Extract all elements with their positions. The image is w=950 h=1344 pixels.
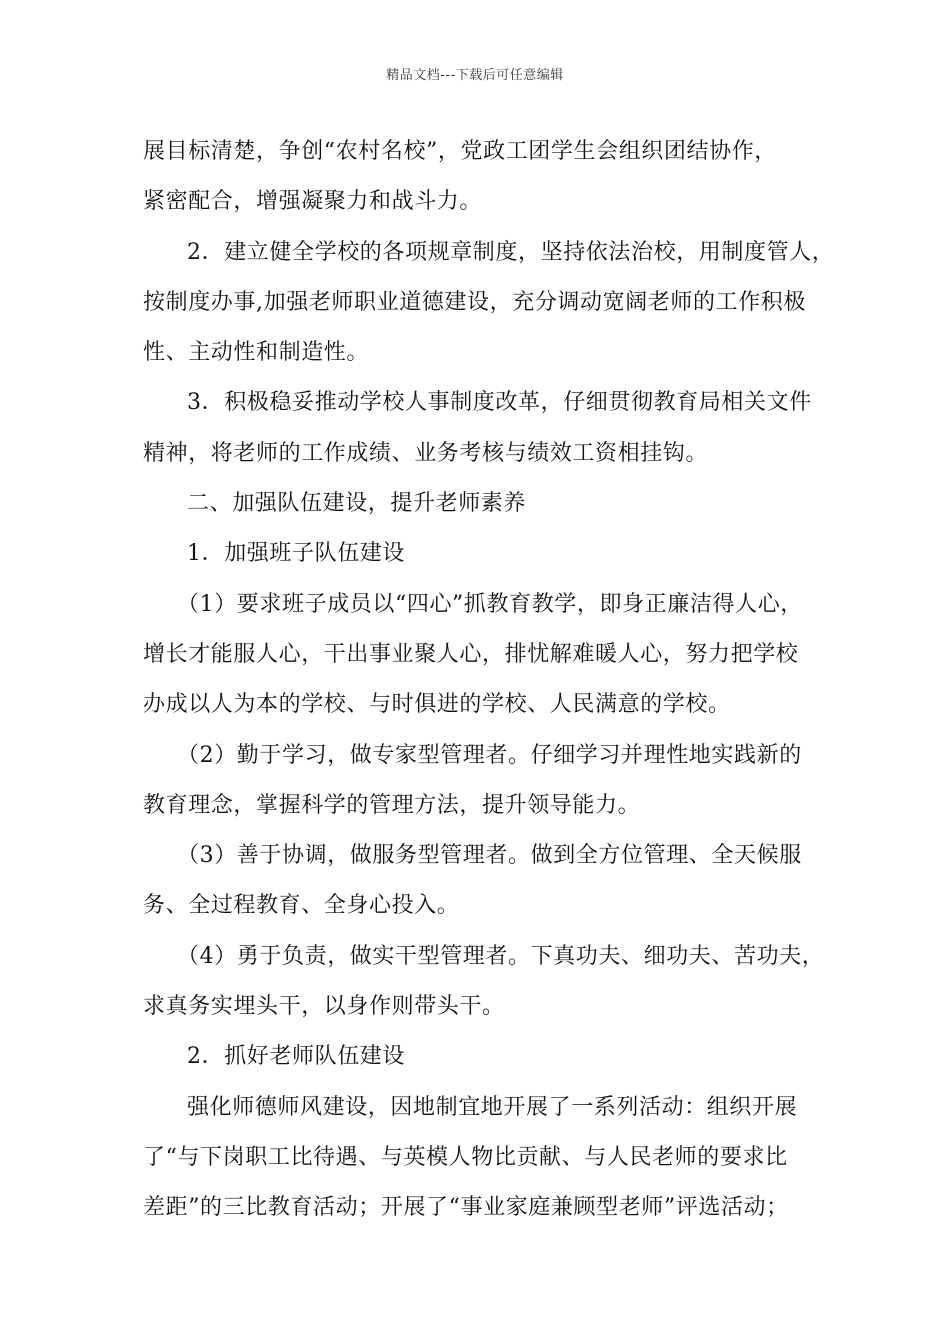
text-line: 2．建立健全学校的各项规章制度，坚持依法治校，用制度管人，: [187, 239, 835, 265]
text-line: 求真务实埋头干，以身作则带头干。: [143, 994, 505, 1020]
text-line: 差距”的三比教育活动；开展了“事业家庭兼顾型老师”评选活动；: [143, 1195, 789, 1221]
text-line: 增长才能服人心，干出事业聚人心，排忧解难暖人心，努力把学校: [143, 641, 799, 667]
text-line: （1）要求班子成员以“四心”抓教育教学，即身正廉洁得人心，: [177, 591, 803, 617]
page-header: 精品文档---下载后可任意编辑: [386, 68, 564, 83]
text-line: 3．积极稳妥推动学校人事制度改革，仔细贯彻教育局相关文件: [187, 390, 812, 416]
text-line: 教育理念，掌握科学的管理方法，提升领导能力。: [143, 792, 641, 818]
text-line: 展目标清楚，争创“农村名校”，党政工团学生会组织团结协作，: [143, 139, 777, 164]
text-line: （4）勇于负责，做实干型管理者。下真功夫、细功夫、苦功夫，: [177, 943, 825, 969]
text-line: 紧密配合，增强凝聚力和战斗力。: [143, 189, 483, 215]
text-line: 了“与下岗职工比待遇、与英模人物比贡献、与人民老师的要求比: [143, 1144, 788, 1170]
section-heading: 二、加强队伍建设，提升老师素养: [187, 491, 527, 517]
text-line: 强化师德师风建设，因地制宜地开展了一系列活动：组织开展: [187, 1094, 798, 1120]
document-body: [143, 127, 835, 1234]
text-line: （3）善于协调，做服务型管理者。做到全方位管理、全天候服: [177, 843, 802, 869]
text-line: 性、主动性和制造性。: [143, 340, 370, 366]
text-line: （2）勤于学习，做专家型管理者。仔细学习并理性地实践新的: [177, 742, 802, 768]
text-line: 办成以人为本的学校、与时俱进的学校、人民满意的学校。: [143, 692, 731, 718]
text-line: 务、全过程教育、全身心投入。: [143, 893, 460, 919]
text-line: 按制度办事,加强老师职业道德建设，充分调动宽阔老师的工作积极: [143, 289, 806, 315]
subsection-heading: 1．加强班子队伍建设: [187, 541, 405, 567]
subsection-heading: 2．抓好老师队伍建设: [187, 1044, 405, 1070]
text-line: 精神，将老师的工作成绩、业务考核与绩效工资相挂钩。: [143, 440, 709, 466]
